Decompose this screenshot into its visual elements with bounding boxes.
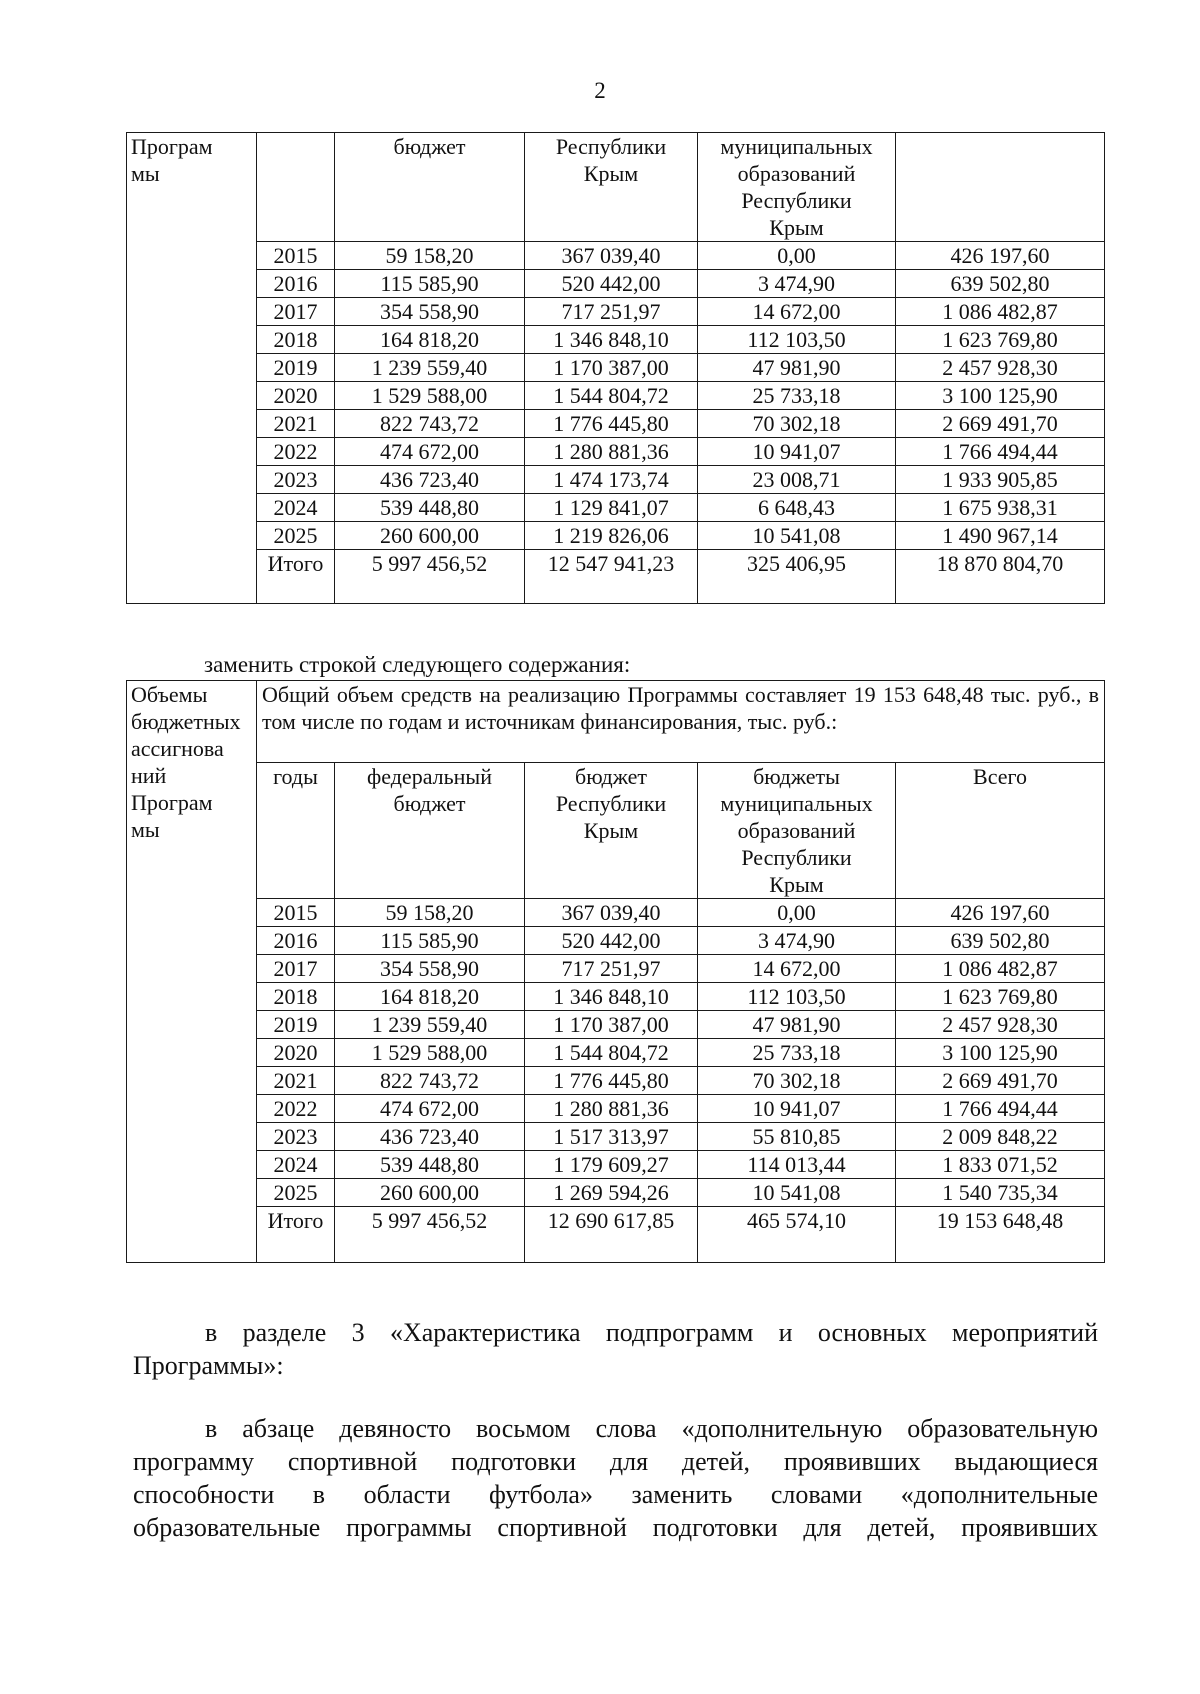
value-cell: 10 541,08 <box>698 522 896 550</box>
header-cell: федеральный бюджет <box>335 763 525 899</box>
value-cell: 14 672,00 <box>698 955 896 983</box>
year-cell: 2025 <box>257 1179 335 1207</box>
value-cell: 474 672,00 <box>335 1095 525 1123</box>
value-cell: 1 346 848,10 <box>525 326 698 354</box>
value-cell: 114 013,44 <box>698 1151 896 1179</box>
year-cell: 2017 <box>257 298 335 326</box>
table-row <box>127 983 1105 1011</box>
value-cell: 112 103,50 <box>698 983 896 1011</box>
value-cell: 260 600,00 <box>335 522 525 550</box>
value-cell: 1 239 559,40 <box>335 354 525 382</box>
value-cell: 1 517 313,97 <box>525 1123 698 1151</box>
value-cell: 436 723,40 <box>335 1123 525 1151</box>
value-cell: 1 269 594,26 <box>525 1179 698 1207</box>
value-cell: 47 981,90 <box>698 1011 896 1039</box>
table-row <box>127 955 1105 983</box>
replacement-intro: заменить строкой следующего содержания: <box>204 652 631 677</box>
value-cell: 23 008,71 <box>698 466 896 494</box>
value-cell: 1 766 494,44 <box>896 438 1105 466</box>
value-cell: 1 179 609,27 <box>525 1151 698 1179</box>
table-row <box>127 242 1105 270</box>
paragraph-section-3 <box>133 1316 1098 1382</box>
table-row <box>127 550 1105 604</box>
value-cell: 520 442,00 <box>525 270 698 298</box>
value-cell: 822 743,72 <box>335 410 525 438</box>
value-cell: 59 158,20 <box>335 899 525 927</box>
year-cell: 2023 <box>257 466 335 494</box>
value-cell: 436 723,40 <box>335 466 525 494</box>
value-cell: 25 733,18 <box>698 382 896 410</box>
value-cell: 2 457 928,30 <box>896 1011 1105 1039</box>
table-row <box>127 270 1105 298</box>
header-cell <box>257 133 335 242</box>
value-cell: 1 170 387,00 <box>525 1011 698 1039</box>
year-cell: 2021 <box>257 1067 335 1095</box>
value-cell: 3 100 125,90 <box>896 1039 1105 1067</box>
value-cell: 164 818,20 <box>335 326 525 354</box>
year-cell: 2016 <box>257 927 335 955</box>
value-cell: 18 870 804,70 <box>896 550 1105 604</box>
value-cell: 1 623 769,80 <box>896 326 1105 354</box>
table-row <box>127 1179 1105 1207</box>
value-cell: 70 302,18 <box>698 1067 896 1095</box>
table-row <box>127 298 1105 326</box>
table-row <box>127 899 1105 927</box>
value-cell: 2 009 848,22 <box>896 1123 1105 1151</box>
value-cell: 12 547 941,23 <box>525 550 698 604</box>
value-cell: 112 103,50 <box>698 326 896 354</box>
paragraph-line: в разделе 3 «Характеристика подпрограмм и основных мероприятий <box>205 1318 1098 1347</box>
value-cell: 520 442,00 <box>525 927 698 955</box>
value-cell: 1 529 588,00 <box>335 382 525 410</box>
year-cell: 2018 <box>257 326 335 354</box>
year-cell: 2019 <box>257 354 335 382</box>
value-cell: 354 558,90 <box>335 955 525 983</box>
value-cell: 539 448,80 <box>335 494 525 522</box>
year-cell: 2022 <box>257 438 335 466</box>
value-cell: 1 280 881,36 <box>525 1095 698 1123</box>
value-cell: 1 086 482,87 <box>896 298 1105 326</box>
year-cell: 2023 <box>257 1123 335 1151</box>
value-cell: 822 743,72 <box>335 1067 525 1095</box>
year-cell: 2018 <box>257 983 335 1011</box>
year-cell: 2024 <box>257 1151 335 1179</box>
paragraph-line: программу спортивной подготовки для детей, проявивших выдающиеся <box>133 1447 1098 1476</box>
page-number: 2 <box>594 78 606 103</box>
paragraph-line: в абзаце девяносто восьмом слова «дополнительную образовательную <box>205 1414 1098 1443</box>
year-cell: 2017 <box>257 955 335 983</box>
value-cell: 25 733,18 <box>698 1039 896 1067</box>
value-cell: 3 100 125,90 <box>896 382 1105 410</box>
value-cell: 1 540 735,34 <box>896 1179 1105 1207</box>
value-cell: 1 346 848,10 <box>525 983 698 1011</box>
value-cell: 115 585,90 <box>335 927 525 955</box>
value-cell: 47 981,90 <box>698 354 896 382</box>
value-cell: 1 239 559,40 <box>335 1011 525 1039</box>
year-cell: 2021 <box>257 410 335 438</box>
value-cell: 55 810,85 <box>698 1123 896 1151</box>
value-cell: 1 933 905,85 <box>896 466 1105 494</box>
table-row <box>127 438 1105 466</box>
value-cell: 1 280 881,36 <box>525 438 698 466</box>
value-cell: 1 675 938,31 <box>896 494 1105 522</box>
value-cell: 2 669 491,70 <box>896 410 1105 438</box>
header-cell: бюджет Республики Крым <box>525 763 698 899</box>
header-cell: бюджет <box>335 133 525 242</box>
funding-table-old <box>126 132 1105 604</box>
header-cell: бюджеты муниципальных образований Республики Крым <box>698 763 896 899</box>
value-cell: 1 833 071,52 <box>896 1151 1105 1179</box>
value-cell: 115 585,90 <box>335 270 525 298</box>
table-row <box>127 1039 1105 1067</box>
value-cell: 426 197,60 <box>896 899 1105 927</box>
header-cell: муниципальных образований Республики Крым <box>698 133 896 242</box>
value-cell: 1 529 588,00 <box>335 1039 525 1067</box>
value-cell: 639 502,80 <box>896 270 1105 298</box>
value-cell: 1 474 173,74 <box>525 466 698 494</box>
paragraph-line: способности в области футбола» заменить словами «дополнительные <box>133 1480 1098 1509</box>
year-cell: 2016 <box>257 270 335 298</box>
value-cell: 474 672,00 <box>335 438 525 466</box>
value-cell: 1 170 387,00 <box>525 354 698 382</box>
value-cell: 717 251,97 <box>525 955 698 983</box>
year-cell: 2015 <box>257 242 335 270</box>
year-cell: 2024 <box>257 494 335 522</box>
value-cell: 1 129 841,07 <box>525 494 698 522</box>
year-cell: 2015 <box>257 899 335 927</box>
value-cell: 3 474,90 <box>698 270 896 298</box>
value-cell: 639 502,80 <box>896 927 1105 955</box>
value-cell: 19 153 648,48 <box>896 1207 1105 1263</box>
program-label-cell: Програм мы <box>127 133 257 604</box>
value-cell: 10 541,08 <box>698 1179 896 1207</box>
value-cell: 367 039,40 <box>525 899 698 927</box>
value-cell: 367 039,40 <box>525 242 698 270</box>
value-cell: 10 941,07 <box>698 438 896 466</box>
value-cell: 539 448,80 <box>335 1151 525 1179</box>
total-volume-description: Общий объем средств на реализацию Программы составляет 19 153 648,48 тыс. руб., в том числе по годам и источникам финансирования, тыс. руб.: <box>257 681 1105 763</box>
value-cell: 59 158,20 <box>335 242 525 270</box>
value-cell: 354 558,90 <box>335 298 525 326</box>
value-cell: 1 776 445,80 <box>525 410 698 438</box>
funding-table-new <box>126 680 1105 1263</box>
value-cell: 1 086 482,87 <box>896 955 1105 983</box>
value-cell: 10 941,07 <box>698 1095 896 1123</box>
value-cell: 1 766 494,44 <box>896 1095 1105 1123</box>
value-cell: 1 776 445,80 <box>525 1067 698 1095</box>
table-row <box>127 1067 1105 1095</box>
year-cell: 2022 <box>257 1095 335 1123</box>
paragraph-ninety-eighth <box>133 1412 1098 1544</box>
paragraph-line: образовательные программы спортивной подготовки для детей, проявивших <box>133 1513 1098 1542</box>
year-cell: Итого <box>257 1207 335 1263</box>
paragraph-line: Программы»: <box>133 1351 284 1380</box>
value-cell: 1 490 967,14 <box>896 522 1105 550</box>
value-cell: 1 219 826,06 <box>525 522 698 550</box>
header-cell <box>896 133 1105 242</box>
table-row <box>127 927 1105 955</box>
table-row <box>127 494 1105 522</box>
value-cell: 6 648,43 <box>698 494 896 522</box>
value-cell: 1 544 804,72 <box>525 1039 698 1067</box>
table-row <box>127 1011 1105 1039</box>
table-row <box>127 466 1105 494</box>
value-cell: 70 302,18 <box>698 410 896 438</box>
table-row <box>127 354 1105 382</box>
year-cell: 2025 <box>257 522 335 550</box>
volumes-label-cell: Объемы бюджетных ассигнова ний Програм мы <box>127 681 257 1263</box>
value-cell: 3 474,90 <box>698 927 896 955</box>
header-cell: годы <box>257 763 335 899</box>
value-cell: 0,00 <box>698 899 896 927</box>
year-cell: 2020 <box>257 382 335 410</box>
value-cell: 2 457 928,30 <box>896 354 1105 382</box>
value-cell: 5 997 456,52 <box>335 550 525 604</box>
year-cell: Итого <box>257 550 335 604</box>
year-cell: 2019 <box>257 1011 335 1039</box>
value-cell: 325 406,95 <box>698 550 896 604</box>
value-cell: 260 600,00 <box>335 1179 525 1207</box>
value-cell: 0,00 <box>698 242 896 270</box>
header-cell: Всего <box>896 763 1105 899</box>
value-cell: 465 574,10 <box>698 1207 896 1263</box>
year-cell: 2020 <box>257 1039 335 1067</box>
table-row <box>127 410 1105 438</box>
value-cell: 1 623 769,80 <box>896 983 1105 1011</box>
header-cell: Республики Крым <box>525 133 698 242</box>
value-cell: 1 544 804,72 <box>525 382 698 410</box>
table-row <box>127 1123 1105 1151</box>
value-cell: 5 997 456,52 <box>335 1207 525 1263</box>
table-row <box>127 382 1105 410</box>
table-row <box>127 1207 1105 1263</box>
table-row <box>127 1151 1105 1179</box>
value-cell: 14 672,00 <box>698 298 896 326</box>
table-row <box>127 522 1105 550</box>
value-cell: 12 690 617,85 <box>525 1207 698 1263</box>
value-cell: 426 197,60 <box>896 242 1105 270</box>
value-cell: 717 251,97 <box>525 298 698 326</box>
table-row <box>127 326 1105 354</box>
table-row <box>127 1095 1105 1123</box>
value-cell: 164 818,20 <box>335 983 525 1011</box>
value-cell: 2 669 491,70 <box>896 1067 1105 1095</box>
